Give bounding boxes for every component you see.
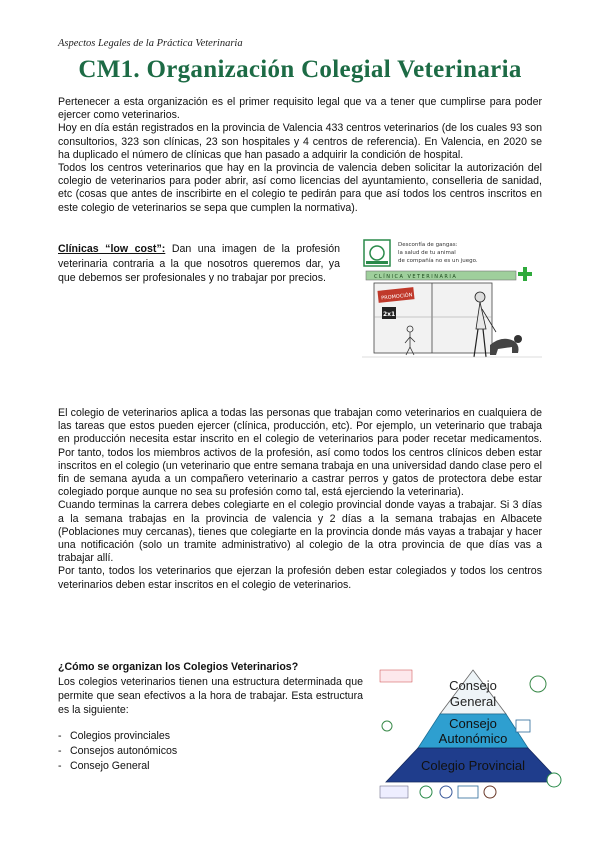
- paragraph: Hoy en día están registrados en la provincia de Valencia 433 centros veterinarios (de los cuales 93 son consultorios, 323 son clínicas, 23 son hospitales y 4 centros de referencia). En Valencia, en 2020 se ha duplicado el número de clínicas que han pasado a adquirir la condición de hospital.: [58, 122, 542, 161]
- deal-text: 2x1: [383, 311, 396, 318]
- logo-badge: [547, 773, 561, 787]
- organization-intro: Los colegios veterinarios tienen una estructura determinada que permite que sean efectivos a la hora de trabajar. Esta estructura es la siguiente:: [58, 676, 363, 717]
- list-item: - Consejo General: [58, 759, 177, 774]
- paragraph: El colegio de veterinarios aplica a todas las personas que trabajan como veterinarios en cualquiera de las tareas que estos pueden ejercer (clínica, producción, etc). Por ejemplo, un veterinario que trabaja en producción necesita estar inscrito en el colegio de veterinarios para poder recetar medicamentos. Por tanto, todos los miembros activos de la profesión, así como todos los centros clínicos deben estar inscritos en el colegio (un veterinario que entre semana trabaja en una universidad dando clase pero el fin de semana ayuda a un compañero veterinario a castrar perros y gatos de protectora debe estar colegiado porque aunque no sea su profesión como tal, está ejerciendo la veterinaria).: [58, 407, 542, 499]
- low-cost-text: Dan una imagen de la profesión veterinaria contraria a la que nosotros queremos dar, ya que debemos ser profesionales y no trabajar por precios.: [58, 243, 341, 285]
- pyramid-label: Consejo: [449, 678, 497, 693]
- body-text: [58, 407, 542, 592]
- promo-text: PROMOCIÓN: [380, 292, 413, 302]
- low-cost-paragraph: [58, 242, 340, 286]
- intro-text: [58, 96, 542, 215]
- organization-pyramid: [378, 668, 568, 818]
- logo-badge: [516, 720, 530, 732]
- paragraph: Pertenecer a esta organización es el primer requisito legal que va a tener que cumplirse para poder ejercer como veterinarios.: [58, 96, 542, 122]
- logo-badge: [380, 786, 408, 798]
- banner-line: Desconfía de gangas:: [398, 242, 458, 248]
- person-head: [475, 292, 485, 302]
- page-title: CM1. Organización Colegial Veterinaria: [78, 56, 522, 83]
- paragraph: Todos los centros veterinarios que hay en la provincia de valencia deben solicitar la autorización del colegio de veterinarios para poder abrir, así como licencias del ayuntamiento, conselleria de sanidad, etc (cosas que antes de inscribirte en el colegio te pedirán para que así todos los centros inscritos en este colegio de veterinarios se sepa que cumplen la normativa).: [58, 162, 542, 214]
- low-cost-heading: Clínicas “low cost”:: [58, 243, 166, 255]
- structure-list: [58, 729, 177, 775]
- banner-line: la salud de tu animal: [398, 250, 456, 256]
- logo-badge: [380, 670, 412, 682]
- list-item: - Colegios provinciales: [58, 729, 177, 744]
- running-header: Aspectos Legales de la Práctica Veterinaria: [58, 38, 243, 49]
- paragraph: Por tanto, todos los veterinarios que ejerzan la profesión deben estar colegiados y todos los centros veterinarios deben estar inscritos en el colegio de veterinarios.: [58, 565, 542, 591]
- logo-badge: [530, 676, 546, 692]
- pyramid-label: Colegio Provincial: [420, 758, 526, 773]
- pyramid-label: General: [449, 694, 497, 709]
- pyramid-label: Consejo: [449, 716, 497, 731]
- clinic-sign-text: CLÍNICA VETERINARIA: [374, 274, 458, 280]
- logo-badge: [420, 786, 432, 798]
- logo-badge: [484, 786, 496, 798]
- low-cost-cartoon: [362, 237, 542, 367]
- logo-badge: [382, 721, 392, 731]
- pyramid-label: Autonómico: [438, 731, 508, 746]
- logo-badge: [440, 786, 452, 798]
- logo-badge: [458, 786, 478, 798]
- banner-line: de compañía no es un juego.: [398, 258, 478, 264]
- paragraph: Cuando terminas la carrera debes colegiarte en el colegio provincial donde vayas a trabajar. Si 3 días a la semana trabajas en la provincia de valencia y 2 días a la semana trabajas en Albacete (Poblaciones muy cercanas), tienes que colegiarte en la provincia donde más vayas a trabajar y hacer una notificación (solo un tramite administrativo) al colegio de la otra provincia de que días vas a trabajar allí.: [58, 499, 542, 565]
- list-item: - Consejos autonómicos: [58, 744, 177, 759]
- section-heading: ¿Cómo se organizan los Colegios Veterinarios?: [58, 661, 299, 673]
